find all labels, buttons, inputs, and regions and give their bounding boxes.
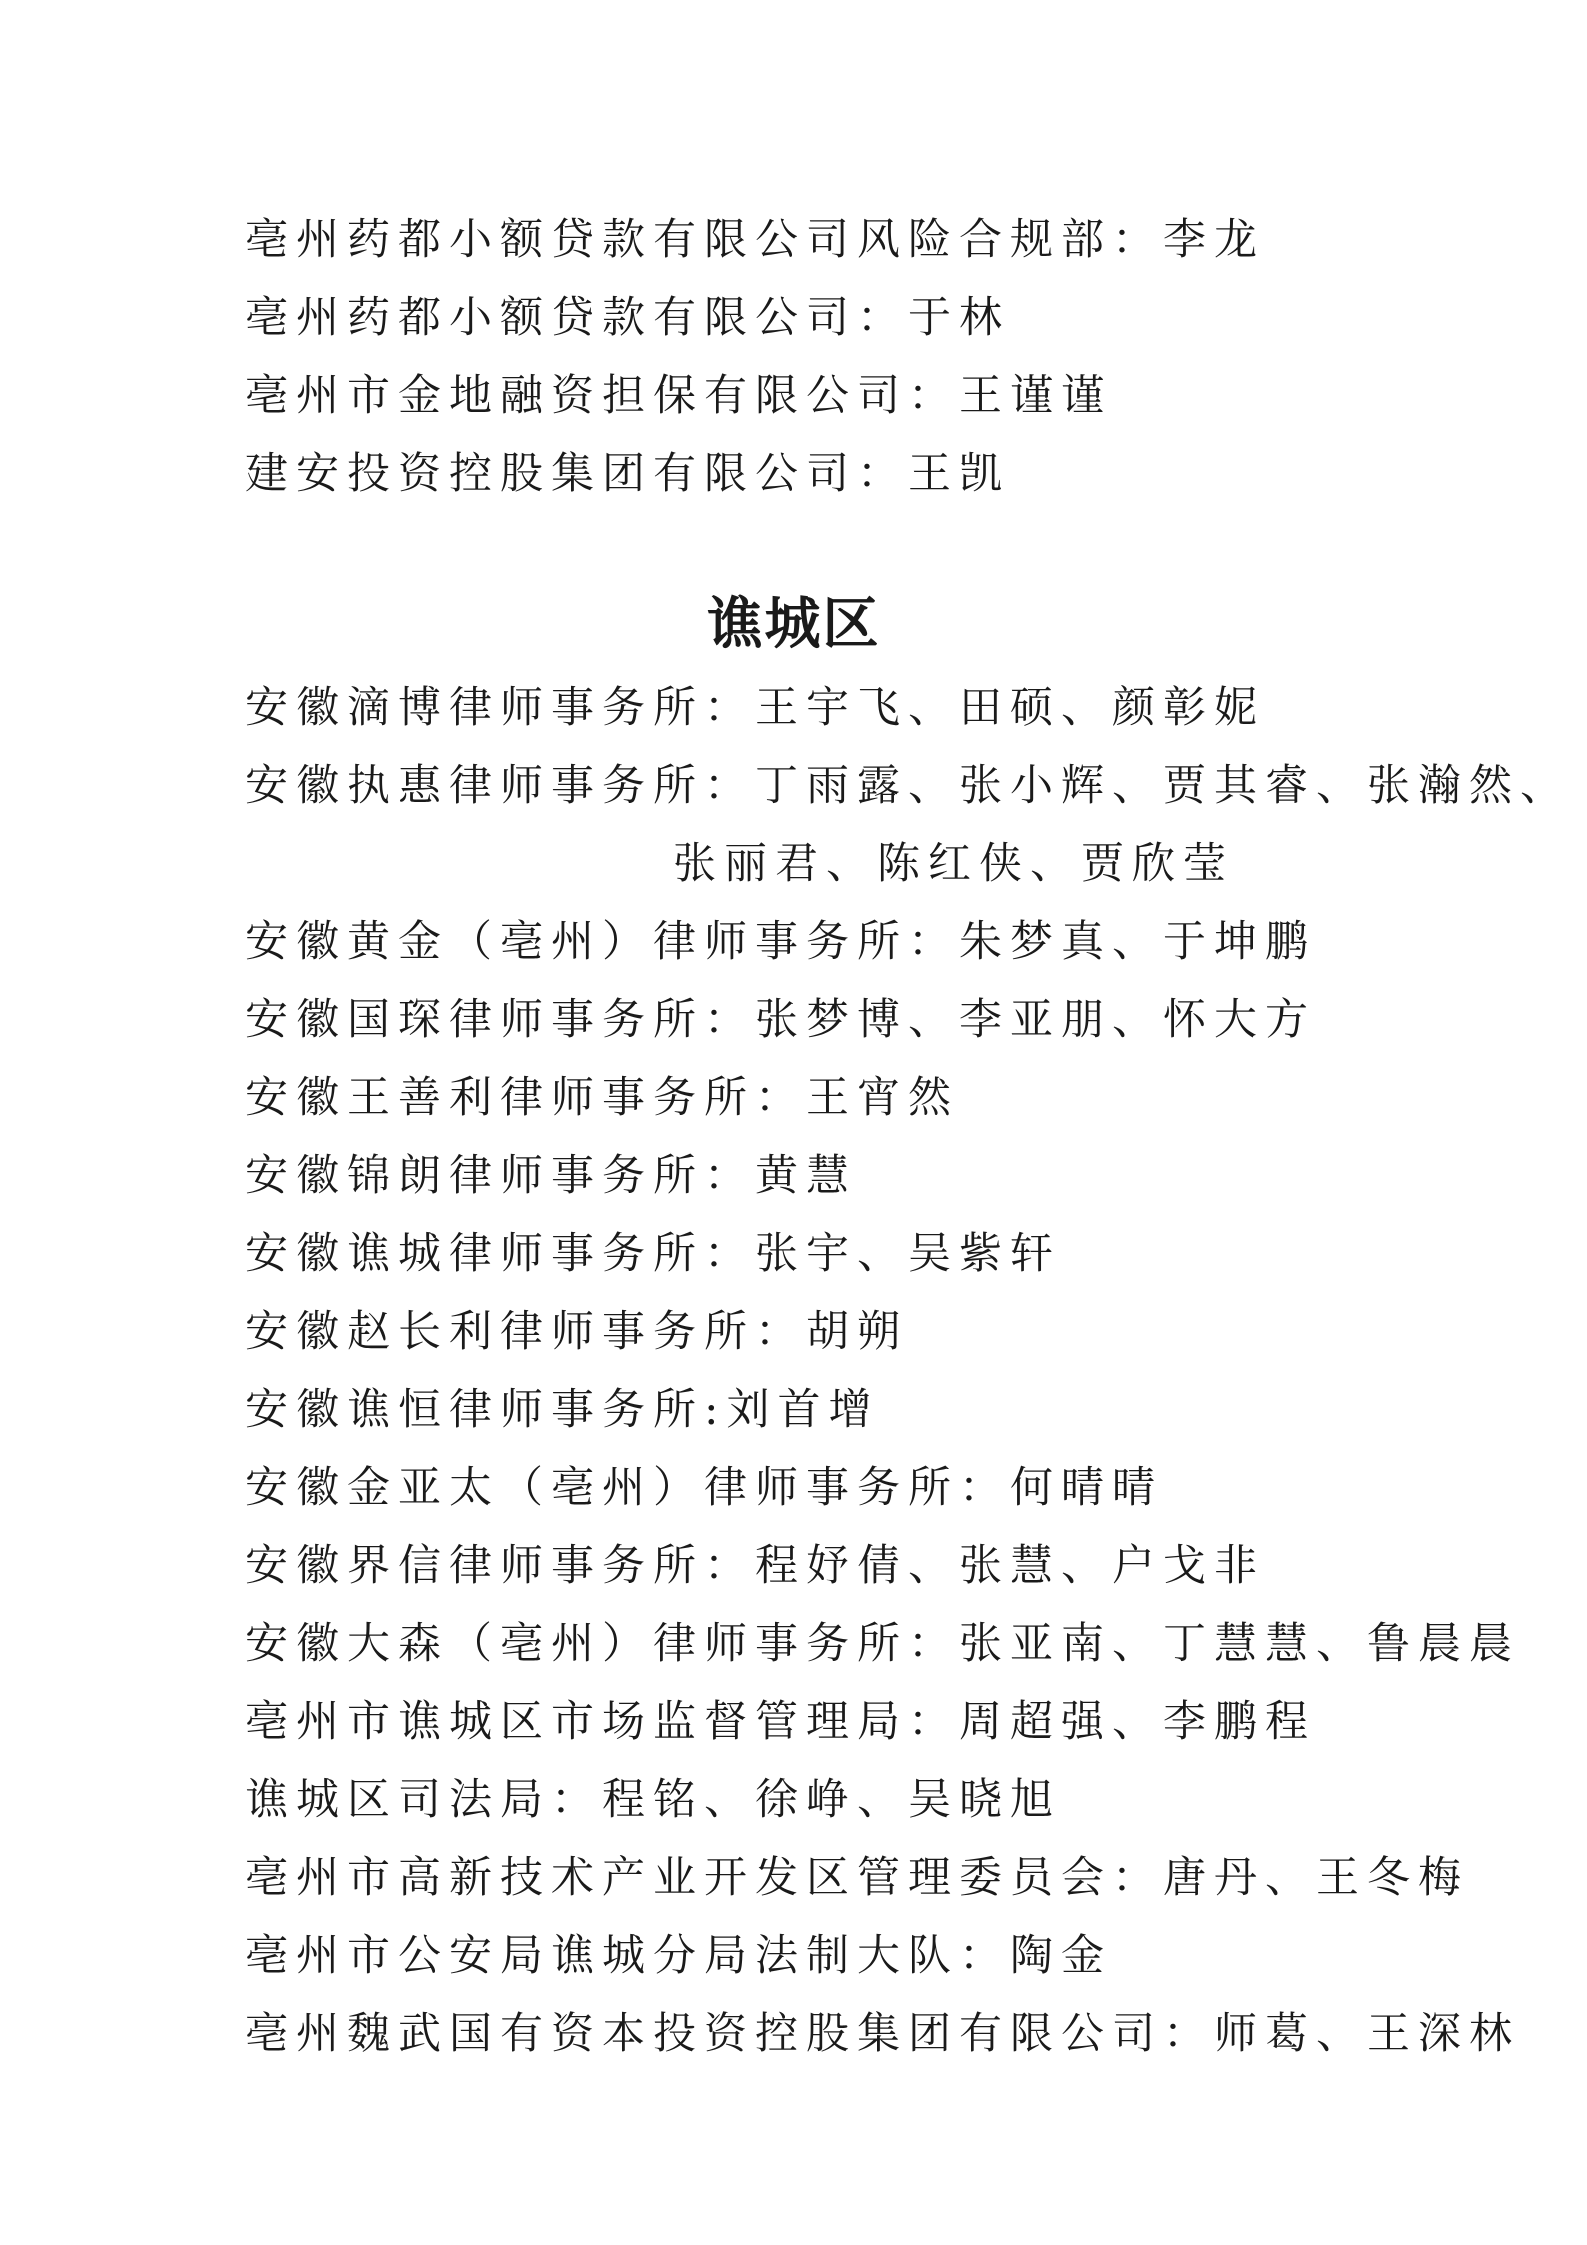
section-title: 谯城区 bbox=[706, 592, 881, 657]
entry-line: 安徽界信律师事务所：程妤倩、张慧、户戈非 bbox=[245, 1541, 1265, 1591]
entry-line: 亳州市金地融资担保有限公司：王谨谨 bbox=[245, 371, 1112, 421]
entry-line: 安徽滴博律师事务所：王宇飞、田硕、颜彰妮 bbox=[245, 683, 1265, 733]
entry-line: 安徽金亚太（亳州）律师事务所：何晴晴 bbox=[245, 1463, 1163, 1513]
entry-continuation-line: 张丽君、陈红侠、贾欣莹 bbox=[673, 839, 1234, 889]
entry-line: 安徽谯恒律师事务所:刘首增 bbox=[245, 1385, 880, 1435]
entry-line: 安徽赵长利律师事务所：胡朔 bbox=[245, 1307, 908, 1357]
entry-line: 亳州药都小额贷款有限公司风险合规部：李龙 bbox=[245, 215, 1265, 265]
entry-line: 建安投资控股集团有限公司：王凯 bbox=[245, 449, 1010, 499]
entry-line: 亳州药都小额贷款有限公司：于林 bbox=[245, 293, 1010, 343]
entry-line: 安徽锦朗律师事务所：黄慧 bbox=[245, 1151, 857, 1201]
entry-line: 亳州魏武国有资本投资控股集团有限公司：师葛、王深林 bbox=[245, 2009, 1520, 2059]
entry-line: 亳州市高新技术产业开发区管理委员会：唐丹、王冬梅 bbox=[245, 1853, 1469, 1903]
entry-line: 安徽黄金（亳州）律师事务所：朱梦真、于坤鹏 bbox=[245, 917, 1316, 967]
entry-line: 亳州市谯城区市场监督管理局：周超强、李鹏程 bbox=[245, 1697, 1316, 1747]
entry-line: 亳州市公安局谯城分局法制大队：陶金 bbox=[245, 1931, 1112, 1981]
entry-line: 安徽执惠律师事务所：丁雨露、张小辉、贾其睿、张瀚然、 bbox=[245, 761, 1571, 811]
entry-line: 安徽谯城律师事务所：张宇、吴紫轩 bbox=[245, 1229, 1061, 1279]
entry-line: 安徽大森（亳州）律师事务所：张亚南、丁慧慧、鲁晨晨 bbox=[245, 1619, 1520, 1669]
entry-line: 谯城区司法局：程铭、徐峥、吴晓旭 bbox=[245, 1775, 1061, 1825]
entry-line: 安徽王善利律师事务所：王宵然 bbox=[245, 1073, 959, 1123]
entry-line: 安徽国琛律师事务所：张梦博、李亚朋、怀大方 bbox=[245, 995, 1316, 1045]
